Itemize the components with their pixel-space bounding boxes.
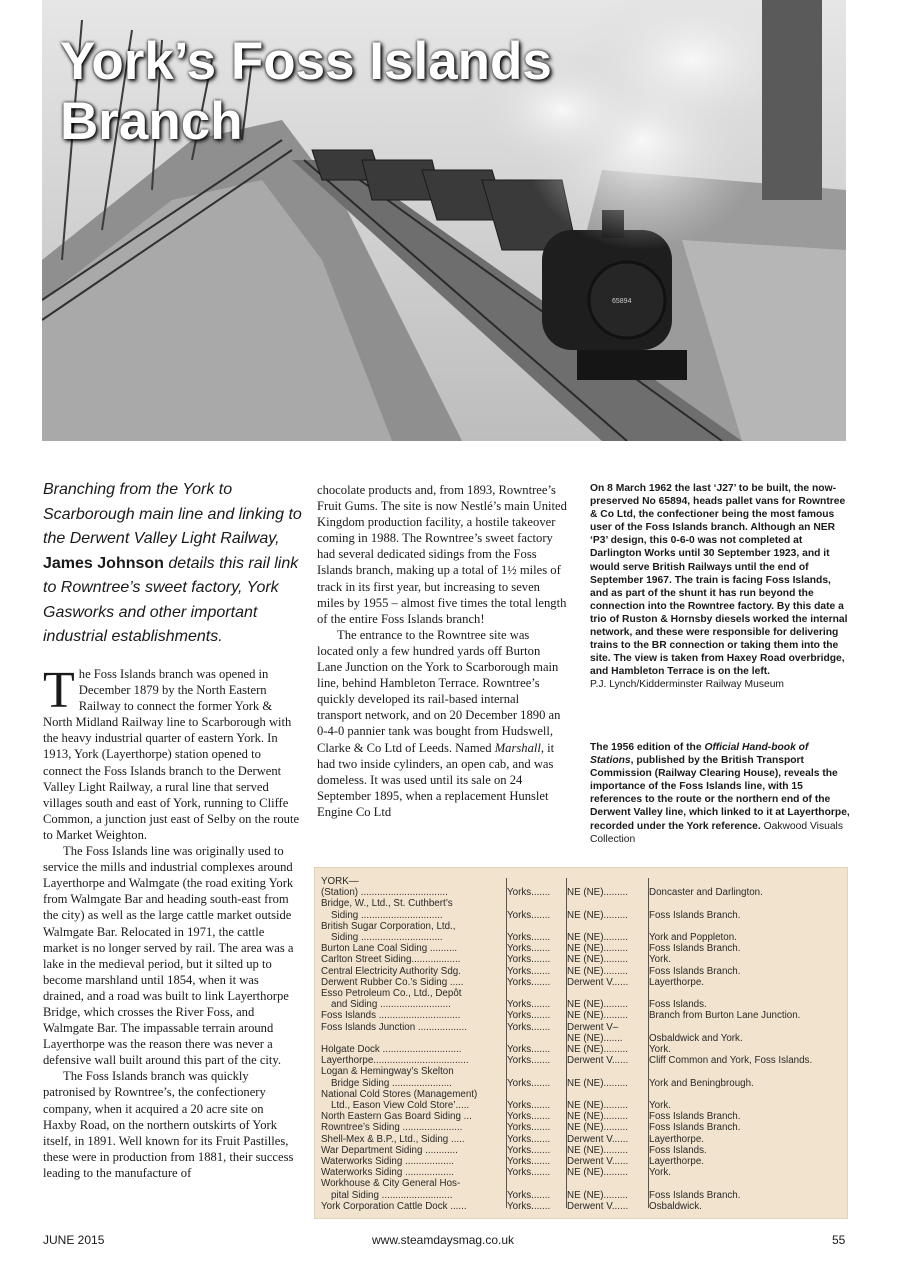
table-cell-location: York. <box>649 1167 671 1179</box>
table-cell-railway: NE (NE)......... <box>567 1167 628 1179</box>
table-row <box>321 876 841 887</box>
table-row <box>321 1111 841 1122</box>
table-cell-station-name <box>321 1033 507 1044</box>
table-cell-location: York and Beningbrough. <box>649 1077 754 1089</box>
title-line-2: Branch <box>60 92 243 151</box>
table-cell-station-name: Ltd., Eason View Cold Store’..... <box>331 1100 470 1112</box>
table-cell-railway: Derwent V...... <box>567 1156 629 1168</box>
table-cell-railway: NE (NE)......... <box>567 954 628 966</box>
body-paragraph: The entrance to the Rowntree site was located only a few hundred yards off Burton Lane Junction on the York to Scarborough main line, behind Hambleton Terrace. Rowntree’s quickly developed its rail-based internal transport network, and on 20 December 1890 an 0-4-0 pannier tank was bought from Hudswell, Clarke & Co Ltd of Leeds. Named Marshall, it had two inside cylinders, an open cab, and was domeless. It was used until its sale on 24 September 1895, when a replacement Hunslet Engine Co Ltd <box>317 627 561 819</box>
table-cell-station-name: National Cold Stores (Management) <box>321 1088 478 1100</box>
table-cell-location: Foss Islands Branch. <box>649 1189 741 1201</box>
table-row <box>321 921 841 932</box>
table-cell-location: Doncaster and Darlington. <box>649 887 763 899</box>
table-cell-railway: NE (NE)......... <box>567 943 628 955</box>
table-cell-location: Foss Islands Branch. <box>649 909 741 921</box>
table-cell-county: Yorks....... <box>507 932 551 944</box>
table-cell-station-name: North Eastern Gas Board Siding ... <box>321 1111 472 1123</box>
table-row <box>321 977 841 988</box>
loco-name: Marshall <box>494 740 541 755</box>
table-cell-station-name: York Corporation Cattle Dock ...... <box>321 1200 467 1212</box>
standfirst-part-1: Branching from the York to Scarborough main line and linking to the Derwent Valley Light Railway, <box>43 481 302 547</box>
table-cell-location <box>649 898 839 909</box>
table-cell-location: Osbaldwick. <box>649 1200 702 1212</box>
table-cell-station-name: (Station) ................................ <box>321 887 448 899</box>
footer-url[interactable]: www.steamdaysmag.co.uk <box>372 1233 515 1247</box>
table-cell-station-name: Siding .............................. <box>331 909 443 921</box>
table-cell-railway: NE (NE)......... <box>567 1122 628 1134</box>
photo-credit: P.J. Lynch/Kidderminster Railway Museum <box>590 679 785 691</box>
table-cell-county: Yorks....... <box>507 1200 551 1212</box>
table-row <box>321 943 841 954</box>
table-cell-station-name: Shell-Mex & B.P., Ltd., Siding ..... <box>321 1133 465 1145</box>
table-cell-county: Yorks....... <box>507 1021 551 1033</box>
table-cell-county: Yorks....... <box>507 1055 551 1067</box>
table-row <box>321 1122 841 1133</box>
table-cell-station-name: Derwent Rubber Co.’s Siding ..... <box>321 976 464 988</box>
table-cell-station-name: Esso Petroleum Co., Ltd., Depôt <box>321 988 462 1000</box>
table-cell-location: Foss Islands Branch. <box>649 1111 741 1123</box>
table-row <box>321 1178 841 1189</box>
table-cell-county: Yorks....... <box>507 1010 551 1022</box>
table-row <box>321 1066 841 1077</box>
table-cell-location: Layerthorpe. <box>649 1156 705 1168</box>
table-cell-county: Yorks....... <box>507 1133 551 1145</box>
table-cell-county <box>507 1178 567 1189</box>
table-cell-station-name: Workhouse & City General Hos- <box>321 1178 461 1190</box>
table-row <box>321 1201 841 1212</box>
table-cell-railway <box>567 921 649 932</box>
table-cell-railway: NE (NE)......... <box>567 1111 628 1123</box>
table-cell-railway: NE (NE)......... <box>567 1077 628 1089</box>
photo-caption: On 8 March 1962 the last ‘J27’ to be built, the now-preserved No 65894, heads pallet vans for Rowntree & Co Ltd, the confectioner being the most famous user of the Foss Islands branch. Although an NER ‘P3’ design, this 0-6-0 was not completed at Darlington Works until 30 September 1923, and it would serve British Railways until the end of September 1967. The train is facing Foss Islands, and as part of the shunt it has run beyond the connection into the Rowntree factory. By this date a trio of Ruston & Hornsby diesels worked the internal network, and these were responsible for delivering trains to the BR connection or taking them into the site. The view is taken from Haxey Road overbridge, and Hambleton Terrace is on the left. P.J. Lynch/Kidderminster Railway Museum <box>590 483 848 691</box>
table-cell-railway: Derwent V...... <box>567 1133 629 1145</box>
table-cell-railway: NE (NE)......... <box>567 1144 628 1156</box>
table-row <box>321 1078 841 1089</box>
table-row <box>321 1167 841 1178</box>
table-cell-station-name: Bridge, W., Ltd., St. Cuthbert’s <box>321 898 453 910</box>
table-cell-railway: NE (NE)....... <box>567 1032 623 1044</box>
table-cell-county: Yorks....... <box>507 1189 551 1201</box>
table-cell-station-name: Logan & Hemingway’s Skelton <box>321 1066 454 1078</box>
handbook-rows <box>321 876 841 1212</box>
body-column-1 <box>43 662 300 1181</box>
table-cell-railway: NE (NE)......... <box>567 965 628 977</box>
table-cell-location: Foss Islands Branch. <box>649 1122 741 1134</box>
table-row <box>321 932 841 943</box>
table-cell-county: Yorks....... <box>507 1156 551 1168</box>
table-cell-county: Yorks....... <box>507 1122 551 1134</box>
table-cell-railway: NE (NE)......... <box>567 999 628 1011</box>
table-cell-county <box>507 1089 567 1100</box>
table-cell-location <box>649 1178 839 1189</box>
table-cell-county: Yorks....... <box>507 1144 551 1156</box>
table-cell-railway <box>567 1066 649 1077</box>
table-cell-location <box>649 1022 839 1033</box>
table-cell-railway: Derwent V...... <box>567 976 629 988</box>
table-cell-location <box>649 1066 839 1077</box>
table-cell-station-name: Siding .............................. <box>331 932 443 944</box>
body-column-2 <box>317 482 567 820</box>
drop-cap: T <box>43 662 75 719</box>
table-caption: The 1956 edition of the Official Hand-book of Stations, published by the British Transport Commission (Railway Clearing House), reveals the importance of the Foss Islands line, with 15 references to the route or the northern end of the Derwent Valley line, which linked to it at Layerthorpe, recorded under the York reference. Oakwood Visuals Collection <box>590 742 850 845</box>
table-cell-location <box>649 1089 839 1100</box>
table-cell-railway: NE (NE)......... <box>567 1044 628 1056</box>
table-cell-station-name: YORK— <box>321 876 359 887</box>
table-cell-station-name: Layerthorpe................................... <box>321 1055 469 1067</box>
table-credit: Oakwood Visuals Collection <box>590 820 843 845</box>
standfirst-part-2: details this rail link to Rowntree’s sweet factory, York Gasworks and other important industrial establishments. <box>43 554 299 645</box>
table-row <box>321 999 841 1010</box>
table-cell-location: York. <box>649 1044 671 1056</box>
table-cell-station-name: Bridge Siding ...................... <box>331 1077 452 1089</box>
table-cell-location: York. <box>649 1100 671 1112</box>
table-cell-railway <box>567 1089 649 1100</box>
page-title <box>60 32 552 152</box>
table-cell-station-name: War Department Siding ............ <box>321 1144 458 1156</box>
table-cell-railway: Derwent V...... <box>567 1200 629 1212</box>
table-cell-railway <box>567 898 649 909</box>
table-cell-location: Foss Islands Branch. <box>649 965 741 977</box>
body-paragraph: The Foss Islands branch was quickly patronised by Rowntree’s, the confectionery company, when it acquired a 20 acre site on Haxby Road, on the northern outskirts of York itself, in 1891. Well known for its Fruit Pastilles, these were in production from 1881, their success leading to the manufacture of <box>43 1069 294 1180</box>
table-cell-county: Yorks....... <box>507 965 551 977</box>
table-row <box>321 910 841 921</box>
table-row <box>321 1010 841 1021</box>
table-row <box>321 1190 841 1201</box>
table-cell-station-name: Waterworks Siding .................. <box>321 1167 455 1179</box>
table-cell-county <box>507 898 567 909</box>
author-name: James Johnson <box>43 554 164 572</box>
table-cell-location: Foss Islands. <box>649 999 707 1011</box>
table-cell-railway: Derwent V– <box>567 1021 619 1033</box>
loco-number: 65894 <box>612 298 632 305</box>
table-row <box>321 1044 841 1055</box>
page-number: 55 <box>832 1233 846 1247</box>
table-cell-location <box>649 988 839 999</box>
table-row <box>321 1055 841 1066</box>
table-cell-county: Yorks....... <box>507 1100 551 1112</box>
table-cell-location: Foss Islands. <box>649 1144 707 1156</box>
table-row <box>321 887 841 898</box>
table-cell-location: Branch from Burton Lane Junction. <box>649 1010 801 1022</box>
table-cell-county: Yorks....... <box>507 1111 551 1123</box>
table-cell-railway <box>567 988 649 999</box>
table-cell-county: Yorks....... <box>507 954 551 966</box>
table-cell-location <box>649 921 839 932</box>
table-cell-station-name: Rowntree’s Siding ...................... <box>321 1122 463 1134</box>
table-cell-railway: NE (NE)......... <box>567 1010 628 1022</box>
table-cell-location: York and Poppleton. <box>649 932 737 944</box>
table-cell-location: Osbaldwick and York. <box>649 1032 743 1044</box>
table-row <box>321 1156 841 1167</box>
table-cell-county: Yorks....... <box>507 1044 551 1056</box>
table-cell-location <box>649 876 839 887</box>
table-cell-county: Yorks....... <box>507 909 551 921</box>
table-cell-station-name: Foss Islands Junction .................. <box>321 1021 467 1033</box>
table-row <box>321 954 841 965</box>
body-paragraph: The Foss Islands branch was opened in December 1879 by the North Eastern Railway to connect the former York & North Midland Railway line to Scarborough with the heavy industrial quarter of eastern York. In 1913, York (Layerthorpe) station opened to connect the Foss Islands branch to the Derwent Valley Light Railway, a rural line that served villages south and east of York, running to Cliffe Common, a junction just east of Selby on the route to Market Weighton. <box>43 662 300 842</box>
table-cell-county: Yorks....... <box>507 999 551 1011</box>
table-cell-county <box>507 921 567 932</box>
table-row <box>321 1134 841 1145</box>
table-cell-railway: NE (NE)......... <box>567 909 628 921</box>
table-cell-station-name: pital Siding .......................... <box>331 1189 453 1201</box>
standfirst <box>43 478 305 650</box>
table-row <box>321 1100 841 1111</box>
footer-date: JUNE 2015 <box>43 1233 105 1247</box>
table-row <box>321 1033 841 1044</box>
title-line-1: York’s Foss Islands <box>60 32 552 91</box>
table-cell-station-name: Burton Lane Coal Siding .......... <box>321 943 458 955</box>
table-cell-railway <box>567 1178 649 1189</box>
table-cell-county: Yorks....... <box>507 1167 551 1179</box>
table-row <box>321 1089 841 1100</box>
table-cell-station-name: Waterworks Siding .................. <box>321 1156 455 1168</box>
table-cell-county: Yorks....... <box>507 887 551 899</box>
table-cell-station-name: Carlton Street Siding.................. <box>321 954 461 966</box>
handbook-table <box>315 868 847 1218</box>
table-cell-railway: NE (NE)......... <box>567 1100 628 1112</box>
table-cell-location: Layerthorpe. <box>649 1133 705 1145</box>
table-row <box>321 1145 841 1156</box>
table-cell-county <box>507 876 567 887</box>
table-cell-railway <box>567 876 649 887</box>
table-cell-county: Yorks....... <box>507 1077 551 1089</box>
table-cell-location: Layerthorpe. <box>649 976 705 988</box>
table-cell-county: Yorks....... <box>507 976 551 988</box>
table-row <box>321 898 841 909</box>
table-cell-railway: Derwent V...... <box>567 1055 629 1067</box>
table-cell-location: York. <box>649 954 671 966</box>
table-cell-location: Foss Islands Branch. <box>649 943 741 955</box>
table-cell-station-name: Central Electricity Authority Sdg. <box>321 965 461 977</box>
table-cell-county: Yorks....... <box>507 943 551 955</box>
body-paragraph: chocolate products and, from 1893, Rowntree’s Fruit Gums. The site is now Nestlé’s main United Kingdom production facility, a hostile takeover coming in 1988. The Rowntree’s sweet factory had several dedicated sidings from the Foss Islands branch, making up a total of 1½ miles of track in its first year, but increasing to seven miles by 1955 – almost five times the total length of the entire Foss Islands branch! <box>317 483 567 626</box>
table-cell-station-name: Foss Islands .............................. <box>321 1010 461 1022</box>
table-cell-station-name: British Sugar Corporation, Ltd., <box>321 920 456 932</box>
table-row <box>321 1022 841 1033</box>
table-cell-county <box>507 988 567 999</box>
table-cell-location: Cliff Common and York, Foss Islands. <box>649 1055 813 1067</box>
body-paragraph: The Foss Islands line was originally used to service the mills and industrial complexes around Layerthorpe and Walmgate (the road exiting York from Walmgate Bar and heading south-east from the city) as well as the large cattle market outside Walmgate Bar. Relocated in 1971, the cattle market is no longer served by rail. The area was a lake in the medieval period, but it silted up to become marshland until 1854, when it was drained, and a road was built to link Layerthorpe Bridge, which crosses the River Foss, and Walmgate Bar. The impassable terrain around Layerthorpe was the reason there was never a defensive wall built around this part of the city. <box>43 844 294 1068</box>
publication-title: Official Hand-book of Stations <box>590 742 809 767</box>
table-cell-railway: NE (NE)......... <box>567 887 628 899</box>
table-cell-county <box>507 1066 567 1077</box>
table-cell-county <box>507 1033 567 1044</box>
table-cell-station-name: and Siding .......................... <box>331 999 451 1011</box>
table-row <box>321 988 841 999</box>
table-cell-railway: NE (NE)......... <box>567 932 628 944</box>
table-cell-railway: NE (NE)......... <box>567 1189 628 1201</box>
table-row <box>321 966 841 977</box>
table-cell-station-name: Holgate Dock ............................. <box>321 1044 462 1056</box>
